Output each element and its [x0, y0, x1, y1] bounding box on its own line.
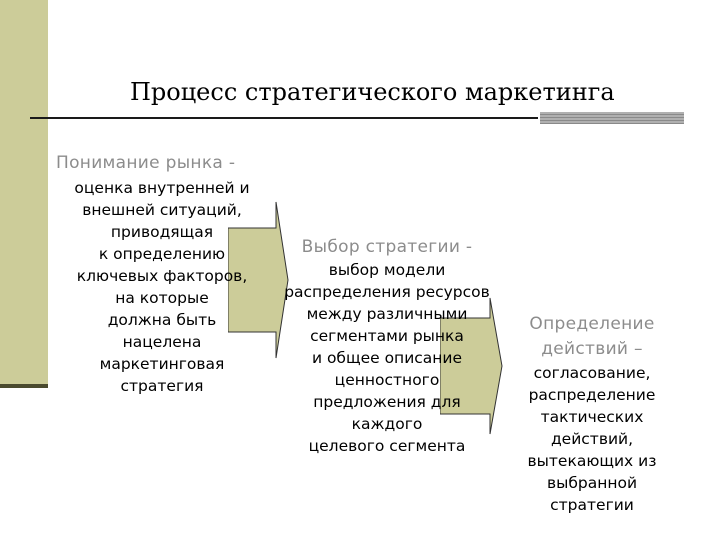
step-line: стратегия	[120, 377, 204, 395]
step-heading: Понимание рынка -	[56, 153, 236, 173]
step-line: к определению	[98, 245, 226, 263]
accent-side-bar-edge	[0, 384, 48, 388]
step-line: целевого сегмента	[308, 437, 466, 455]
step-line: маркетинговая	[99, 355, 225, 373]
step-line: вытекающих из	[527, 452, 657, 470]
accent-side-bar	[0, 0, 48, 384]
step-heading: Определение	[529, 314, 655, 334]
step-line: предложения для	[313, 393, 461, 411]
step-description	[506, 362, 678, 516]
step-description	[52, 177, 272, 397]
title-decor-block	[540, 112, 684, 124]
step-action-definition	[506, 312, 678, 516]
step-description	[268, 259, 506, 457]
step-line: тактических	[540, 408, 644, 426]
title-underline	[30, 117, 538, 119]
step-line: приводящая	[110, 223, 214, 241]
step-line: действий,	[550, 430, 634, 448]
step-line: распределения ресурсов	[284, 283, 490, 301]
step-line: выбранной	[546, 474, 638, 492]
step-line: ключевых факторов,	[76, 267, 248, 285]
step-line: должна быть	[107, 311, 217, 329]
step-understanding-market	[52, 152, 272, 397]
step-line: каждого	[351, 415, 423, 433]
step-line: на которые	[115, 289, 209, 307]
step-strategy-choice	[268, 236, 506, 457]
step-line: согласование,	[533, 364, 651, 382]
step-heading: действий –	[541, 339, 643, 359]
slide-title: Процесс стратегического маркетинга	[130, 78, 615, 106]
step-line: распределение	[528, 386, 656, 404]
step-line: нацелена	[122, 333, 202, 351]
step-heading: Выбор стратегии -	[301, 237, 473, 257]
step-line: ценностного	[334, 371, 440, 389]
step-line: между различными	[306, 305, 468, 323]
step-line: оценка внутренней и	[74, 179, 250, 197]
step-line: стратегии	[550, 496, 634, 514]
step-line: выбор модели	[328, 261, 446, 279]
step-line: внешней ситуаций,	[82, 201, 242, 219]
step-line: сегментами рынка	[310, 327, 464, 345]
step-line: и общее описание	[311, 349, 463, 367]
